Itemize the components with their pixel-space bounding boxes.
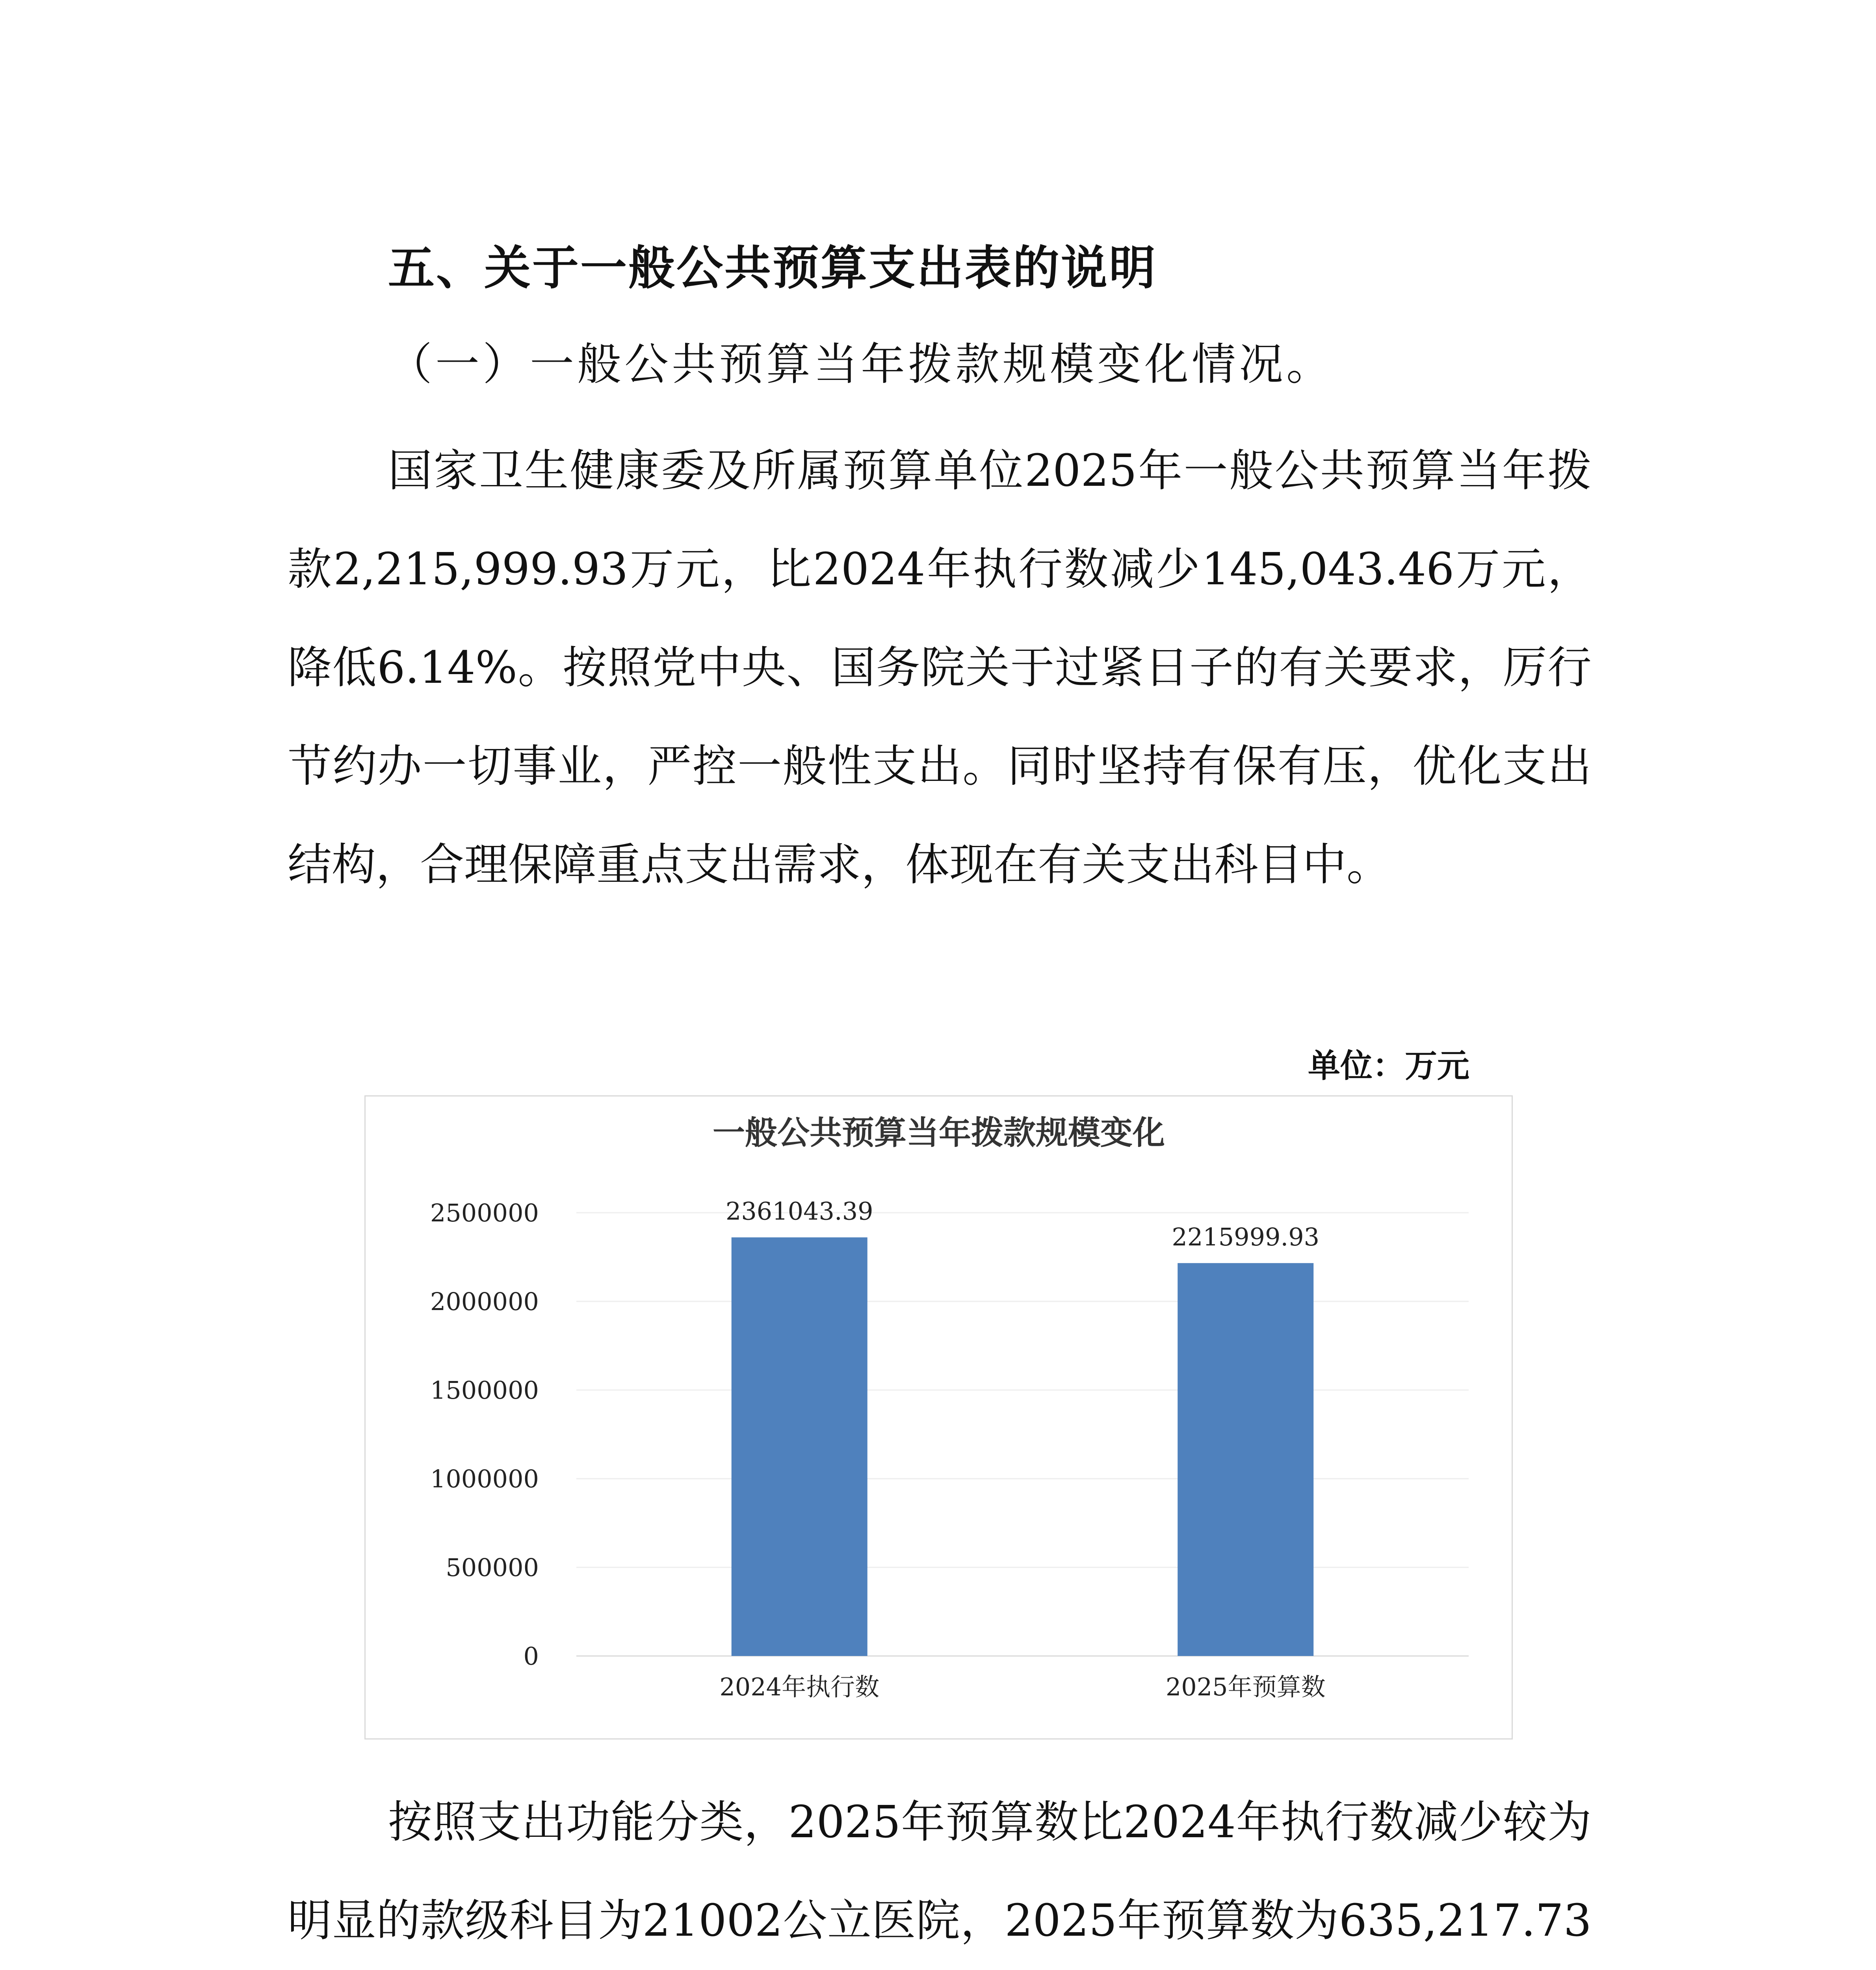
y-tick-label: 1500000 <box>430 1376 539 1405</box>
bar <box>732 1238 867 1656</box>
y-tick-label: 0 <box>523 1642 539 1671</box>
paragraph-1-text: 国家卫生健康委及所属预算单位2025年一般公共预算当年拨款2,215,999.93万元，比2024年执行数减少145,043.46万元，降低6.14%。按照党中央、国务院关于过紧日子的有关要求，厉行节约办一切事业，严控一般性支出。同时坚持有保有压，优化支出结构，合理保障重点支出需求，体现在有关支出科目中。 <box>288 445 1592 890</box>
x-tick-label: 2025年预算数 <box>1165 1673 1326 1701</box>
y-tick-label: 2500000 <box>430 1199 539 1227</box>
unit-label: 单位：万元 <box>1308 1047 1470 1085</box>
sub-heading: （一）一般公共预算当年拨款规模变化情况。 <box>388 339 1334 390</box>
bar-chart <box>364 1095 1513 1740</box>
paragraph-2 <box>288 1773 1592 1970</box>
bar <box>1178 1263 1313 1656</box>
data-label: 2215999.93 <box>1172 1222 1320 1251</box>
paragraph-1 <box>288 422 1592 914</box>
data-label: 2361043.39 <box>725 1197 873 1226</box>
chart-title: 一般公共预算当年拨款规模变化 <box>712 1114 1165 1152</box>
paragraph-2-text: 按照支出功能分类，2025年预算数比2024年执行数减少较为明显的款级科目为21002公立医院，2025年预算数为635,217.73 <box>288 1797 1592 1946</box>
x-tick-label: 2024年执行数 <box>719 1673 880 1701</box>
y-tick-label: 2000000 <box>430 1287 539 1316</box>
y-tick-label: 500000 <box>446 1553 539 1582</box>
bar-chart-svg <box>366 1097 1512 1738</box>
section-heading: 五、关于一般公共预算支出表的说明 <box>388 241 1157 295</box>
y-tick-label: 1000000 <box>430 1464 539 1493</box>
